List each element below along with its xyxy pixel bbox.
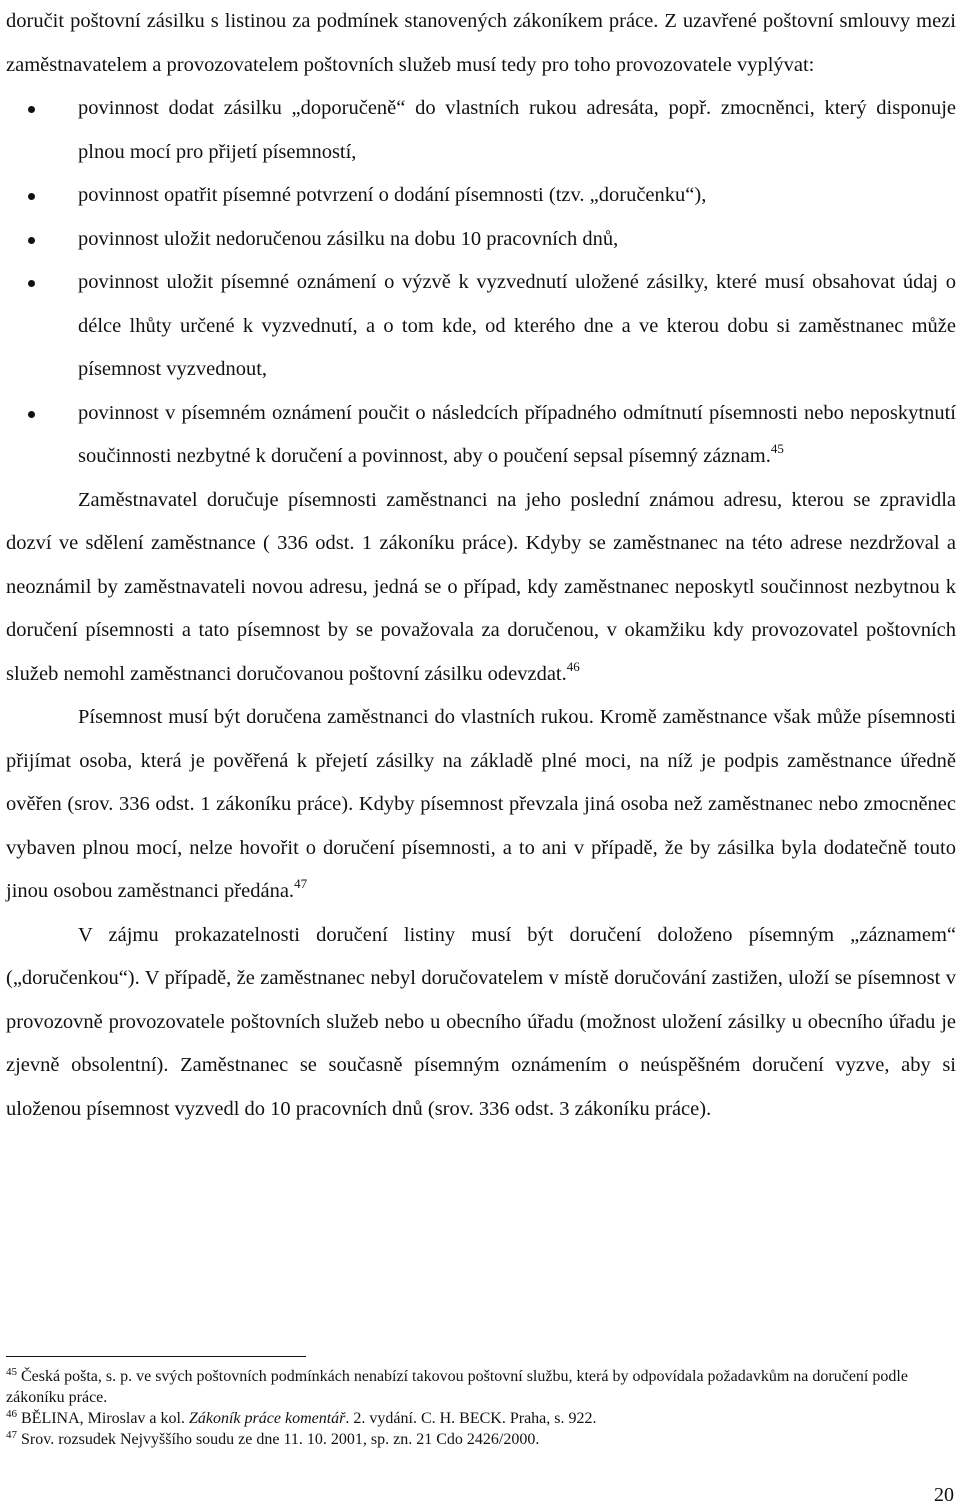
paragraph: Písemnost musí být doručena zaměstnanci do vlastních rukou. Kromě zaměstnance však může písemnosti přijímat osoba, která je pověřená k přejetí zásilky na základě plné moci, na níž je podpis zaměstnance úředně ověřen (srov. 336 odst. 1 zákoníku práce). Kdyby písemnost převzala jiná osoba než zaměstnanec nebo zmocněnec vybaven plnou mocí, nelze hovořit o doručení písemnosti, a to ani v případě, že by zásilka byla dodatečně touto jinou osobou zaměstnanci předána.$^{47}$	[6, 706, 956, 902]
bullet-icon	[28, 106, 35, 113]
obligations-list	[6, 87, 956, 479]
footnote-separator	[6, 1356, 306, 1357]
footnote: $^{45}$ Česká pošta, s. p. ve svých poštovních podmínkách nenabízí takovou poštovní službu, která by odpovídala požadavkům na doručení podle zákoníku práce.	[6, 1366, 908, 1406]
page-number: 20	[934, 1484, 954, 1506]
footnote: $^{47}$ Srov. rozsudek Nejvyššího soudu ze dne 11. 10. 2001, sp. zn. 21 Cdo 2426/2000.	[6, 1429, 540, 1448]
paragraph: Zaměstnavatel doručuje písemnosti zaměstnanci na jeho poslední známou adresu, kterou se zpravidla dozví ve sdělení zaměstnance ( 336 odst. 1 zákoníku práce). Kdyby se zaměstnanec na této adrese nezdržoval a neoznámil by zaměstnavateli novou adresu, jedná se o případ, kdy zaměstnanec neposkytl součinnost nezbytnou k doručení písemnosti a tato písemnost by se považovala za doručenou, v okamžiku kdy provozovatel poštovních služeb nemohl zaměstnanci doručovanou poštovní zásilku odevzdat.$^{46}$	[6, 488, 956, 685]
list-item: povinnost uložit písemné oznámení o výzvě k vyzvednutí uložené zásilky, které musí obsahovat údaj o délce lhůty určené k vyzvednutí, a o tom kde, od kterého dne a ve kterou dobu si zaměstnanec může písemnost vyzvednout,	[78, 261, 956, 392]
list-item: povinnost dodat zásilku „doporučeně“ do vlastních rukou adresáta, popř. zmocněnci, který disponuje plnou mocí pro přijetí písemností,	[78, 87, 956, 174]
intro-paragraph: doručit poštovní zásilku s listinou za podmínek stanovených zákoníkem práce. Z uzavřené poštovní smlouvy mezi zaměstnavatelem a provozovatelem poštovních služeb musí tedy pro toho provozovatele vyplývat:	[6, 10, 956, 76]
list-item: povinnost v písemném oznámení poučit o následcích případného odmítnutí písemnosti nebo neposkytnutí součinnosti nezbytné k doručení a povinnost, aby o poučení sepsal písemný záznam.$^{45}$	[78, 392, 956, 479]
bullet-icon	[28, 237, 35, 244]
bullet-icon	[28, 411, 35, 418]
footnote-ref[interactable]: 45	[770, 441, 784, 456]
paragraph: V zájmu prokazatelnosti doručení listiny musí být doručení doloženo písemným „záznamem“ („doručenkou“). V případě, že zaměstnanec nebyl doručovatelem v místě doručování zastižen, uloží se písemnost v provozovně provozovatele poštovních služeb nebo u obecního úřadu (možnost uložení zásilky u obecního úřadu je zjevně obsolentní). Zaměstnanec se současně písemným oznámením o neúspěšném doručení vyzve, aby si uloženou písemnost vyzvedl do 10 pracovních dnů (srov. 336 odst. 3 zákoníku práce).	[6, 923, 956, 1120]
footnote-ref[interactable]: 46	[566, 658, 580, 674]
footnotes	[6, 1366, 956, 1450]
footnote: $^{46}$ BĚLINA, Miroslav a kol. Zákoník práce komentář. 2. vydání. C. H. BECK. Praha, s. 922.	[6, 1408, 597, 1427]
bullet-icon	[28, 193, 35, 200]
bullet-icon	[28, 280, 35, 287]
footnote-ref[interactable]: 47	[294, 876, 308, 891]
list-item: povinnost opatřit písemné potvrzení o dodání písemnosti (tzv. „doručenku“),	[78, 174, 956, 218]
body-text	[6, 0, 956, 1131]
list-item: povinnost uložit nedoručenou zásilku na dobu 10 pracovních dnů,	[78, 218, 956, 262]
